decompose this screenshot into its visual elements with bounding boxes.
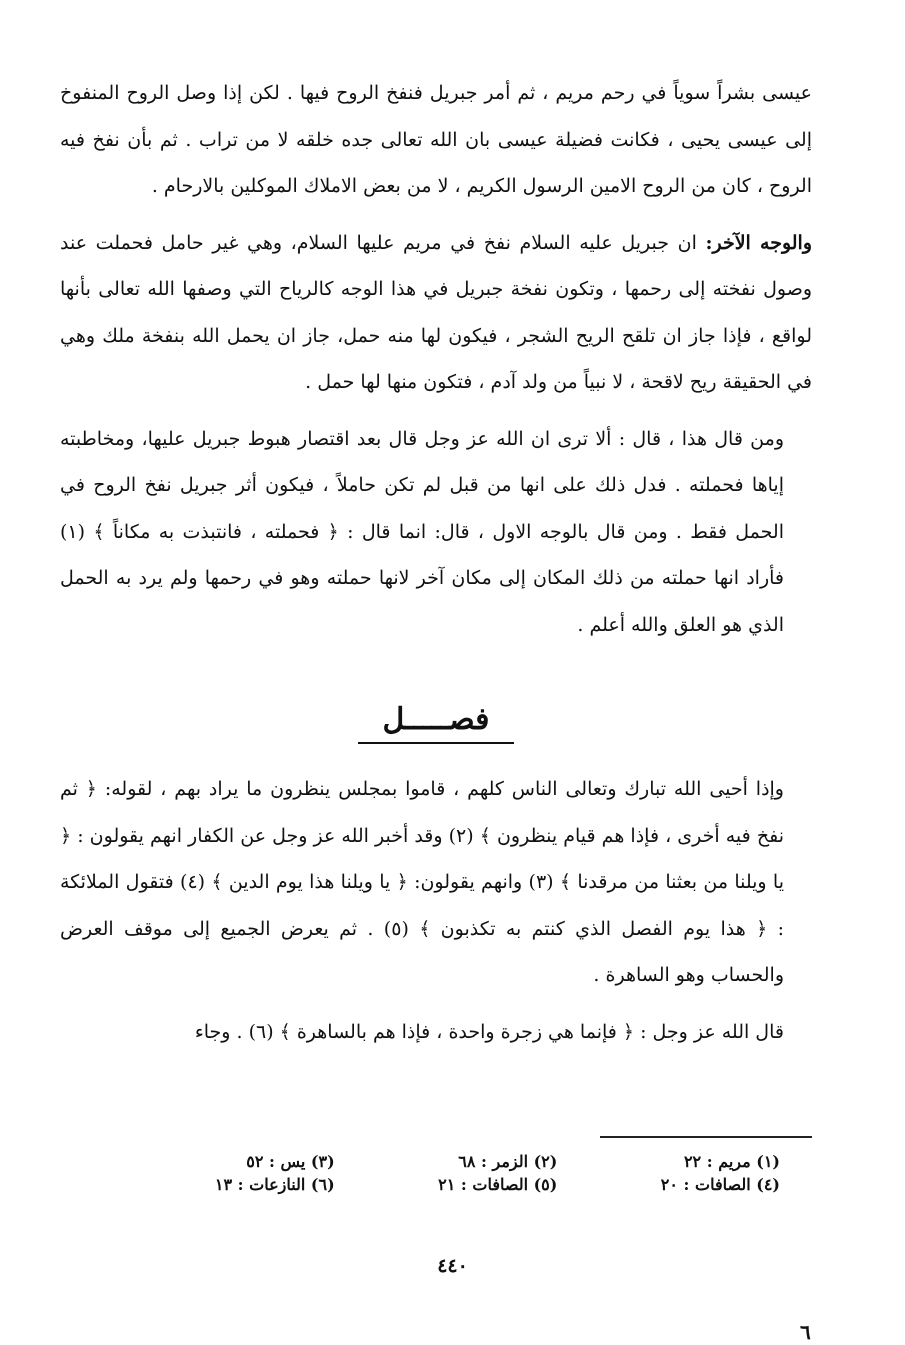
paragraph-1: [60, 70, 812, 210]
footnote-2: (٢) الزمر : ٦٨: [458, 1152, 558, 1171]
footnote-6: (٦) النازعات : ١٣: [214, 1175, 335, 1194]
paragraph-2-lead: والوجه الآخر:: [705, 231, 812, 254]
paragraph-2-text: ان جبريل عليه السلام نفخ في مريم عليها السلام، وهي غير حامل فحملت عند وصول نفخته إلى رحمها ، وتكون نفخة جبريل في هذا الوجه كالرياح التي وصفها الله تعالى بأنها لواقع ، فإذا جاز ان تلقح الريح الشجر ، فيكون لها منه حمل، جاز ان يحمل الله بنفخة ملك وهي في الحقيقة ريح لاقحة ، لا نبياً من ولد آدم ، فتكون منها لها حمل .: [60, 231, 812, 393]
page-number: ٤٤٠: [437, 1255, 468, 1277]
paragraph-2: [60, 220, 812, 406]
paragraph-4: [60, 766, 812, 999]
footnote-5: (٥) الصافات : ٢١: [438, 1175, 558, 1194]
footnote-3: (٣) يس : ٥٢: [246, 1152, 335, 1171]
section-heading-text: فصـــــل: [358, 700, 513, 744]
footnote-4: (٤) الصافات : ٢٠: [660, 1175, 780, 1194]
footnote-divider: [600, 1136, 812, 1138]
footnote-1: (١) مريم : ٢٢: [683, 1152, 780, 1171]
paragraph-4-text: وإذا أحيى الله تبارك وتعالى الناس كلهم ، قاموا بمجلس ينظرون ما يراد بهم ، لقوله: ﴿ ثم نفخ فيه أخرى ، فإذا هم قيام ينظرون ﴾ (٢) وقد أخبر الله عز وجل عن الكفار انهم يقولون : ﴿ يا ويلنا من بعثنا من مرقدنا ﴾ (٣) وانهم يقولون: ﴿ يا ويلنا هذا يوم الدين ﴾ (٤) فتقول الملائكة : ﴿ هذا يوم الفصل الذي كنتم به تكذبون ﴾ (٥) . ثم يعرض الجميع إلى موقف العرض والحساب وهو الساهرة .: [60, 778, 785, 986]
paragraph-5: [60, 1009, 812, 1056]
paragraph-5-text: قال الله عز وجل : ﴿ فإنما هي زجرة واحدة ، فإذا هم بالساهرة ﴾ (٦) . وجاء: [194, 1020, 784, 1043]
paragraph-1-text: عيسى بشراً سوياً في رحم مريم ، ثم أمر جبريل فنفخ الروح فيها . لكن إذا وصل الروح المنفوخ إلى عيسى يحيى ، فكانت فضيلة عيسى بان الله تعالى جده خلقه لا من تراب . ثم بأن نفخ فيه الروح ، كان من الروح الامين الرسول الكريم ، لا من بعض الاملاك الموكلين بالارحام .: [60, 82, 812, 197]
section-heading: [60, 700, 812, 744]
paragraph-3-text: ومن قال هذا ، قال : ألا ترى ان الله عز وجل قال بعد اقتصار هبوط جبريل عليها، ومخاطبته إياها فحملته . فدل ذلك على انها من قبل لم تكن حاملاً ، فيكون أثر جبريل نفخ الروح في الحمل فقط . ومن قال بالوجه الاول ، قال: انما قال : ﴿ فحملته ، فانتبذت به مكاناً ﴾ (١) فأراد انها حملته من ذلك المكان إلى مكان آخر لانها حملته وهو في رحمها ولم يرد به الحمل الذي هو العلق والله أعلم .: [60, 427, 784, 636]
signature-mark: ٦: [800, 1320, 811, 1344]
page-body: [60, 70, 812, 1055]
footnotes: [120, 1152, 788, 1194]
paragraph-3: [60, 416, 812, 649]
